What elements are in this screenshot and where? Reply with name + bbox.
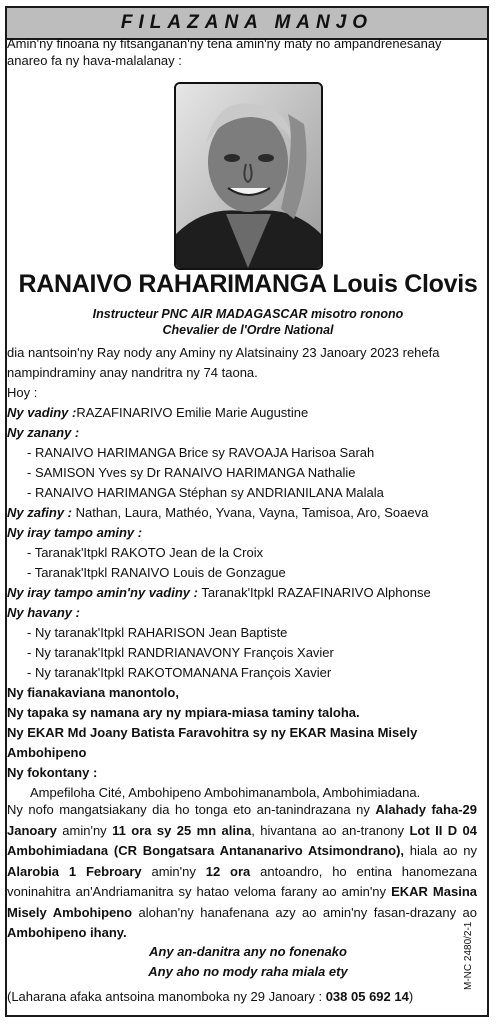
- siblings-label: Ny iray tampo aminy :: [7, 525, 143, 540]
- spouse-name: RAZAFINARIVO Emilie Marie Augustine: [76, 405, 309, 420]
- arrival-date: Alahady faha-29 Janoary: [7, 802, 477, 838]
- relatives-item: - Ny taranak'Itpkl RAKOTOMANANA François Xavier: [27, 665, 332, 680]
- siblings-item: - Taranak'Itpkl RANAIVO Louis de Gonzague: [27, 565, 286, 580]
- children-item: - RANAIVO HARIMANGA Brice sy RAVOAJA Harisoa Sarah: [27, 445, 375, 460]
- departure-date: Alarobia 1 Febroary: [7, 863, 142, 879]
- intro-text: Amin'ny finoana ny fitsanganan'ny tena amin'ny maty no ampandrenesanay anareo fa ny hava-malalanay :: [7, 36, 442, 68]
- closing-line-1: Any an-danitra any no fonenako: [149, 944, 347, 959]
- home-address: Lot II D 04 Ambohimiadana (CR Bongatsara Antananarivo Atsimondrano),: [7, 822, 477, 858]
- relatives-item: - Ny taranak'Itpkl RAHARISON Jean Baptiste: [27, 625, 288, 640]
- funeral-text: amin'ny: [141, 863, 206, 879]
- fokontany-names: Ampefiloha Cité, Ambohipeno Ambohimanambola, Ambohimiadana.: [30, 785, 421, 800]
- contact-phone: 038 05 692 14: [325, 989, 409, 1004]
- notice-body: [7, 343, 477, 803]
- funeral-text: antoandro, ho entina hanomezana voninahitra an'Andriamanitra sy hatao veloma farany ao amin'ny: [7, 863, 477, 899]
- arrival-time: 11 ora sy 25 mn alina: [112, 822, 252, 838]
- funeral-text: , hivantana ao an-tranony: [251, 822, 410, 838]
- relatives-item: - Ny taranak'Itpkl RANDRIANAVONY François Xavier: [27, 645, 334, 660]
- death-notice: dia nantsoin'ny Ray nody any Aminy ny Alatsinainy 23 Janoary 2023 rehefa nampindraminy anay nandritra ny 74 taona.: [7, 345, 440, 380]
- children-label: Ny zanany :: [7, 425, 80, 440]
- fokontany-label: Ny fokontany :: [7, 765, 98, 780]
- portrait-photo: [174, 82, 323, 270]
- spouse-siblings-line: [7, 583, 477, 603]
- departure-time: 12 ora: [205, 863, 251, 879]
- friends-colleagues: Ny tapaka sy namana ary ny mpiara-miasa taminy taloha.: [7, 705, 360, 720]
- funeral-text: alohan'ny hanafenana azy ao amin'ny fasan-drazany ao: [132, 904, 477, 920]
- spouse-siblings-names: Taranak'Itpkl RAZAFINARIVO Alphonse: [197, 585, 431, 600]
- notice-title: FILAZANA MANJO: [120, 12, 374, 33]
- reference-code: M-NC 2480/2-1: [463, 921, 474, 990]
- children-item: - SAMISON Yves sy Dr RANAIVO HARIMANGA Nathalie: [27, 465, 356, 480]
- spouse-line: [7, 403, 477, 423]
- closing-line-2: Any aho no mody raha miala ety: [148, 964, 348, 979]
- contact-text: (Laharana afaka antsoina manomboka ny 29 Janoary :: [7, 989, 326, 1004]
- church-name: EKAR Masina Misely Ambohipeno: [7, 884, 477, 920]
- church-communities: Ny EKAR Md Joany Batista Faravohitra sy ny EKAR Masina Misely Ambohipeno: [7, 725, 418, 760]
- deceased-name: RANAIVO RAHARIMANGA Louis Clovis: [18, 270, 478, 298]
- children-item: - RANAIVO HARIMANGA Stéphan sy ANDRIANILANA Malala: [27, 485, 384, 500]
- funeral-arrangements: [7, 800, 477, 944]
- deceased-titles: [0, 306, 496, 338]
- grandchildren-line: [7, 503, 477, 523]
- funeral-text: hiala ao ny: [404, 843, 477, 858]
- closing-verse: [0, 942, 496, 982]
- contact-line: [7, 989, 477, 1004]
- grandchildren-names: Nathan, Laura, Mathéo, Yvana, Vayna, Tamisoa, Aro, Soaeva: [72, 505, 429, 520]
- funeral-text: amin'ny: [56, 822, 113, 838]
- relatives-label: Ny havany :: [7, 605, 80, 620]
- funeral-text: Ny nofo mangatsiakany dia ho tonga eto an-tanindrazana ny: [7, 802, 376, 817]
- contact-text-end: ): [408, 989, 414, 1004]
- spouse-siblings-label: Ny iray tampo amin'ny vadiny :: [7, 585, 198, 600]
- grandchildren-label: Ny zafiny :: [7, 505, 73, 520]
- spouse-label: Ny vadiny :: [7, 405, 77, 420]
- hoy-label: Hoy :: [7, 385, 38, 400]
- siblings-item: - Taranak'Itpkl RAKOTO Jean de la Croix: [27, 545, 264, 560]
- burial-place: Ambohipeno ihany.: [7, 925, 127, 940]
- title-line-2: Chevalier de l'Ordre National: [162, 323, 334, 337]
- title-line-1: Instructeur PNC AIR MADAGASCAR misotro ronono: [92, 307, 404, 321]
- whole-family: Ny fianakaviana manontolo,: [7, 685, 179, 700]
